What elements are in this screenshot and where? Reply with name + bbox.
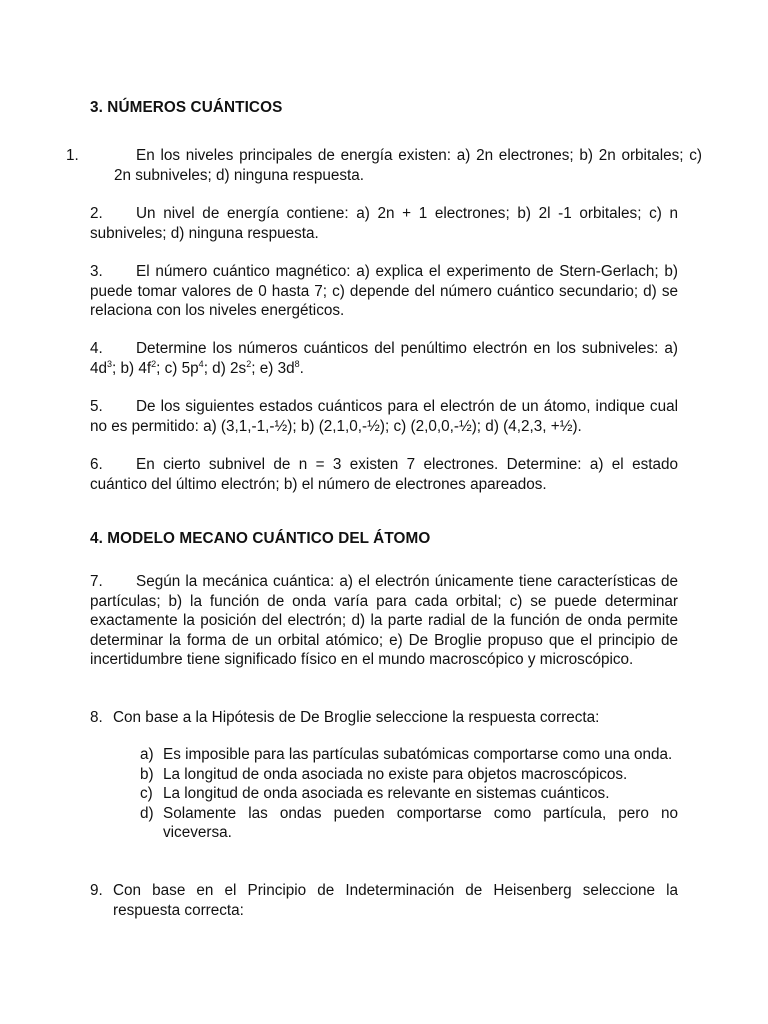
question-number: 2.: [90, 205, 103, 222]
question-text: Con base en el Principio de Indeterminación de Heisenberg seleccione la respuesta correcta:: [113, 882, 678, 919]
question-7: [90, 572, 678, 670]
option-c: [140, 784, 678, 804]
question-9: [90, 881, 678, 920]
question-8: [90, 708, 678, 728]
section-3-heading: 3. NÚMEROS CUÁNTICOS: [90, 99, 283, 116]
superscript: 8: [294, 358, 300, 369]
option-a: [140, 745, 678, 765]
superscript: 2: [151, 358, 157, 369]
subshell-b: ; b) 4f: [112, 359, 152, 377]
question-number: 6.: [90, 456, 103, 473]
question-text: Con base a la Hipótesis de De Broglie seleccione la respuesta correcta:: [113, 709, 600, 726]
question-number: 4.: [90, 340, 103, 357]
superscript: 4: [198, 358, 204, 369]
question-text: En cierto subnivel de n = 3 existen 7 electrones. Determine: a) el estado cuántico del último electrón; b) el número de electrones apareados.: [90, 456, 678, 493]
question-6: [90, 455, 678, 494]
period: .: [299, 359, 304, 377]
option-text: La longitud de onda asociada no existe para objetos macroscópicos.: [163, 765, 628, 783]
option-text: Es imposible para las partículas subatómicas comportarse como una onda.: [163, 746, 673, 763]
option-text: Solamente las ondas pueden comportarse como partícula, pero no viceversa.: [163, 804, 678, 841]
question-number: 7.: [90, 573, 103, 590]
question-1: [66, 146, 702, 185]
question-text: Un nivel de energía contiene: a) 2n + 1 electrones; b) 2l -1 orbitales; c) n subniveles; d) ninguna respuesta.: [90, 205, 678, 242]
question-text: El número cuántico magnético: a) explica el experimento de Stern-Gerlach; b) puede tomar valores de 0 hasta 7; c) depende del número cuántico secundario; d) se relaciona con los niveles energéticos.: [90, 263, 678, 319]
question-number: 1.: [66, 147, 79, 164]
subshell-a: a) 4d: [90, 340, 679, 377]
option-letter: a): [140, 746, 154, 763]
question-number: 5.: [90, 398, 103, 415]
option-letter: d): [140, 804, 154, 822]
subshell-c: ; c) 5p: [156, 359, 199, 377]
option-d: [140, 804, 678, 843]
question-text: En los niveles principales de energía existen: a) 2n electrones; b) 2n orbitales; c) 2n subniveles; d) ninguna respuesta.: [114, 147, 702, 184]
question-number: 8.: [90, 709, 103, 726]
option-text: La longitud de onda asociada es relevante en sistemas cuánticos.: [163, 785, 610, 802]
question-text: Según la mecánica cuántica: a) el electrón únicamente tiene características de partículas; b) la función de onda varía para cada orbital; c) se puede determinar exactamente la posición del electrón; d) la parte radial de la función de onda permite determinar la forma de un orbital atómico; e) De Broglie propuso que el principio de incertidumbre tiene significado físico en el mundo macroscópico y microscópico.: [90, 573, 678, 668]
question-number: 9.: [90, 882, 103, 899]
question-4: [90, 339, 678, 378]
question-number: 3.: [90, 263, 103, 280]
superscript: 2: [246, 358, 252, 369]
option-b: [140, 765, 678, 785]
section-4-heading: 4. MODELO MECANO CUÁNTICO DEL ÁTOMO: [90, 530, 431, 547]
subshell-d: ; d) 2s: [203, 359, 247, 377]
question-8-options: [140, 745, 678, 843]
subshell-e: ; e) 3d: [251, 359, 295, 377]
question-text: De los siguientes estados cuánticos para el electrón de un átomo, indique cual no es permitido: a) (3,1,-1,-½); b) (2,1,0,-½); c) (2,0,0,-½); d) (4,2,3, +½).: [90, 398, 678, 435]
question-3: [90, 262, 678, 321]
superscript: 3: [107, 358, 113, 369]
question-2: [90, 204, 678, 243]
question-5: [90, 397, 678, 436]
option-letter: c): [140, 785, 153, 802]
option-letter: b): [140, 765, 154, 783]
question-text: Determine los números cuánticos del penúltimo electrón en los subniveles:: [136, 340, 659, 357]
